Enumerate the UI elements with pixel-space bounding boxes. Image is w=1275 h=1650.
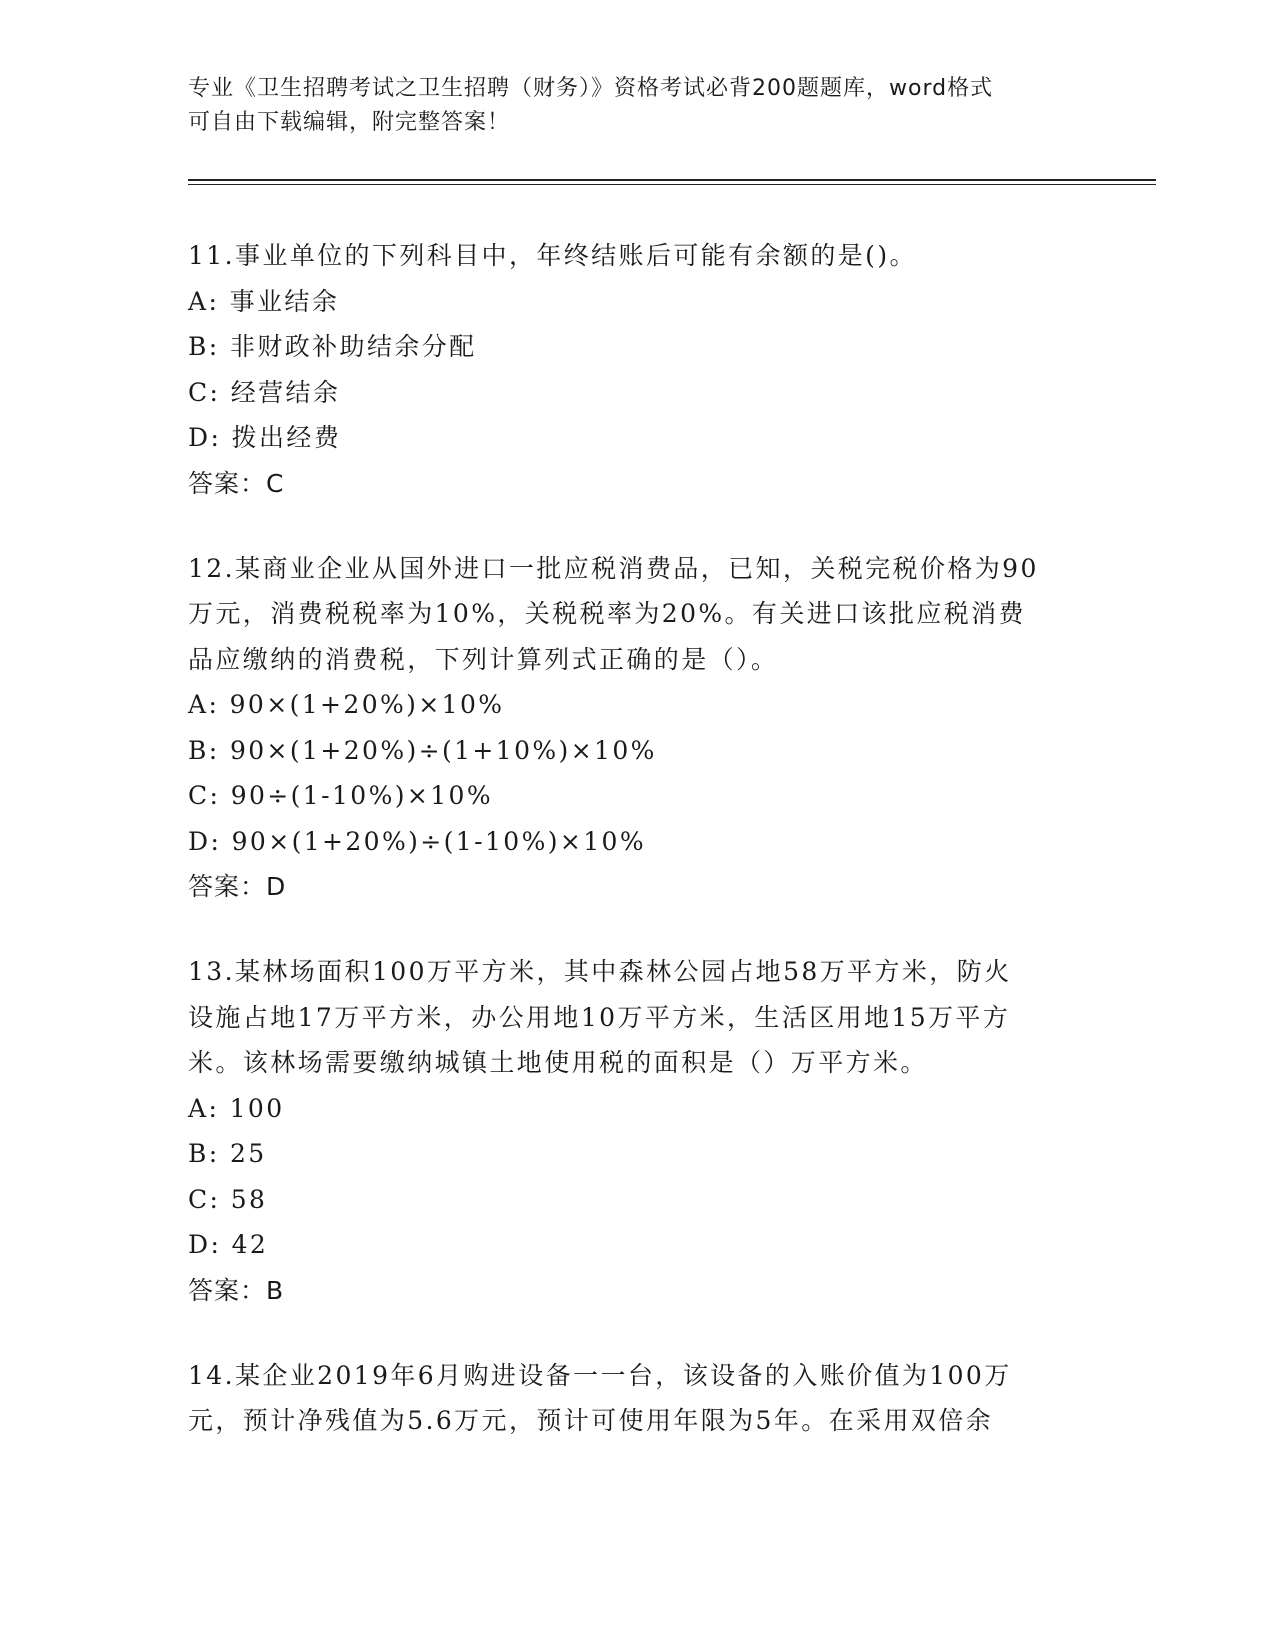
header-divider-thick <box>188 179 1156 181</box>
header-title-line-1: 专业《卫生招聘考试之卫生招聘（财务）》资格考试必背200题题库，word格式 <box>188 76 994 101</box>
option-d: D: 拨出经费 <box>188 423 342 452</box>
question-list <box>188 233 1088 1484</box>
question-14 <box>188 1353 1088 1444</box>
question-stem-line: 12.某商业企业从国外进口一批应税消费品，已知，关税完税价格为90 <box>188 553 1039 583</box>
answer-line: 答案：D <box>188 872 287 901</box>
header-title-line-2: 可自由下载编辑，附完整答案！ <box>188 110 511 135</box>
question-stem-line: 元，预计净残值为5.6万元，预计可使用年限为5年。在采用双倍余 <box>188 1406 994 1435</box>
answer-line: 答案：C <box>188 468 285 498</box>
option-b: B: 25 <box>188 1139 267 1168</box>
question-stem-line: 14.某企业2019年6月购进设备一一台，该设备的入账价值为100万 <box>188 1360 1012 1390</box>
option-b: B: 90×(1+20%)÷(1+10%)×10% <box>188 735 657 765</box>
option-d: D: 42 <box>188 1230 269 1259</box>
question-13 <box>188 949 1088 1313</box>
question-stem-line: 万元，消费税税率为10%，关税税率为20%。有关进口该批应税消费 <box>188 599 1026 628</box>
option-d: D: 90×(1+20%)÷(1-10%)×10% <box>188 826 646 856</box>
question-stem-line: 米。该林场需要缴纳城镇土地使用税的面积是（）万平方米。 <box>188 1048 928 1077</box>
question-11 <box>188 233 1088 506</box>
question-stem-line: 11.事业单位的下列科目中，年终结账后可能有余额的是()。 <box>188 241 917 270</box>
question-12 <box>188 546 1088 910</box>
question-stem-line: 13.某林场面积100万平方米，其中森林公园占地58万平方米，防火 <box>188 957 1012 986</box>
option-c: C: 90÷(1-10%)×10% <box>188 781 493 810</box>
option-b: B: 非财政补助结余分配 <box>188 332 477 361</box>
option-a: A: 100 <box>188 1093 285 1123</box>
document-header <box>188 72 1088 140</box>
answer-line: 答案：B <box>188 1275 285 1305</box>
option-c: C: 经营结余 <box>188 377 341 407</box>
option-a: A: 事业结余 <box>188 286 340 316</box>
question-stem-line: 品应缴纳的消费税，下列计算列式正确的是（）。 <box>188 644 779 674</box>
question-stem-line: 设施占地17万平方米，办公用地10万平方米，生活区用地15万平方 <box>188 1002 1011 1032</box>
option-c: C: 58 <box>188 1184 268 1214</box>
header-divider-thin <box>188 184 1156 185</box>
option-a: A: 90×(1+20%)×10% <box>188 690 505 719</box>
